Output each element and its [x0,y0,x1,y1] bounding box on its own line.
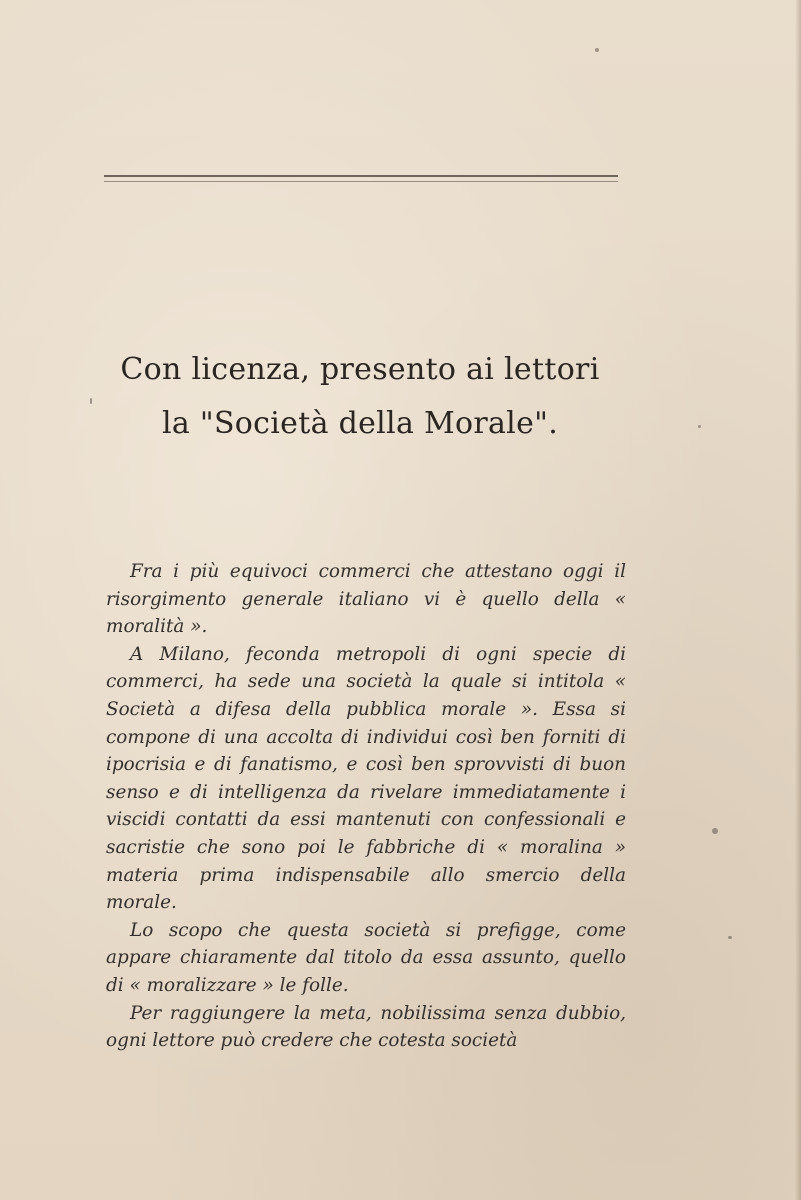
paragraph-4: Per raggiungere la meta, nobilissima senza dubbio, ogni lettore può credere che cotesta società [106,1002,626,1052]
paper-speck [595,48,599,52]
paper-speck [698,425,701,428]
paper-speck [728,936,732,939]
page-title-line-2: la "Società della Morale". [161,406,559,441]
paragraph-2: A Milano, feconda metropoli di ogni specie di commerci, ha sede una società la quale si intitola « Società a difesa della pubblica morale ». Essa si compone di una accolta di individui così ben forniti di ipocrisia e di fanatismo, e così ben sprovvisti di buon senso e di intelligenza da rivelare immediatamente i viscidi contatti da essi mantenuti con confessionali e sacristie che sono poi le fabbriche di « moralina » materia prima indispensabile allo smercio della morale. [106,643,626,914]
paragraph-3: Lo scopo che questa società si prefigge, come appare chiaramente dal titolo da essa assunto, quello di « moralizzare » le folle. [106,919,626,996]
horizontal-rule [104,175,618,182]
body-text [106,558,626,1055]
paper-speck [90,398,92,404]
paper-speck [712,828,718,834]
page-title-line-1: Con licenza, presento ai lettori [120,352,600,387]
paragraph-1: Fra i più equivoci commerci che attestano oggi il risorgimento generale italiano vi è quello della « moralità ». [106,561,626,638]
page-edge-shadow [795,0,801,1200]
